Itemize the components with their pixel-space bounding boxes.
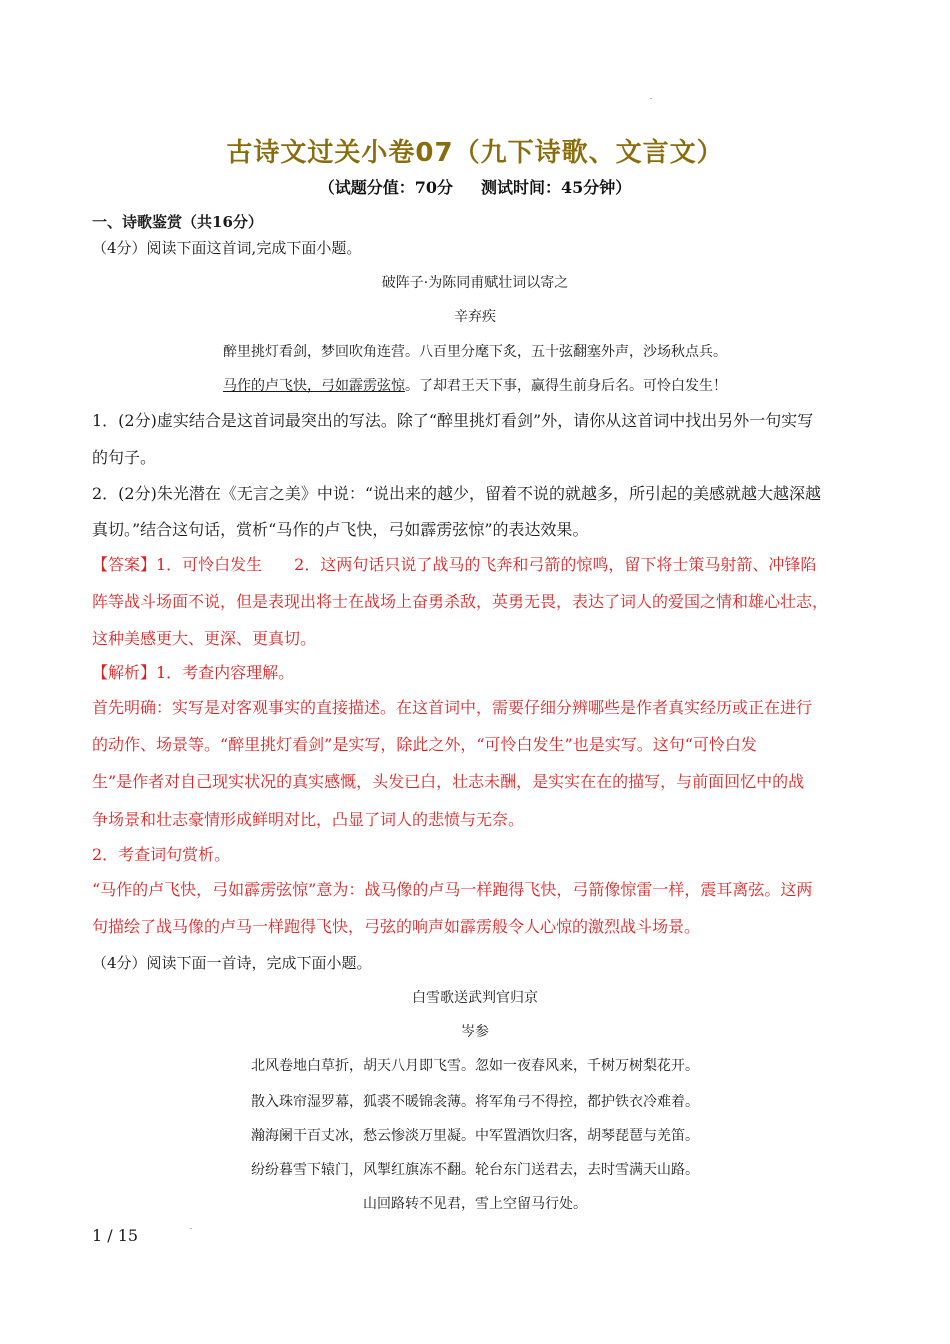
question-1-text: 的句子。 xyxy=(92,448,157,467)
poem-title: 破阵子·为陈同甫赋壮词以寄之 xyxy=(381,275,569,291)
answer-text: 【答案】1．可怜白发生 2．这两句话只说了战马的飞奔和弓箭的惊鸣，留下将士策马射箭、冲锋陷 xyxy=(92,555,817,574)
poem-line: 瀚海阑干百丈冰，愁云惨淡万里凝。中军置酒饮归客，胡琴琵琶与羌笛。 xyxy=(251,1128,699,1144)
subtitle-score: （试题分值：70分 xyxy=(318,178,453,197)
page-title: 古诗文过关小卷07（九下诗歌、文言文） xyxy=(226,138,724,168)
poem-author: 岑参 xyxy=(461,1024,489,1040)
answer-text: 这种美感更大、更深、更真切。 xyxy=(92,629,317,648)
poem-line: 醉里挑灯看剑，梦回吹角连营。八百里分麾下炙，五十弦翻塞外声，沙场秋点兵。 xyxy=(223,344,727,360)
question-intro: （4分）阅读下面一首诗，完成下面小题。 xyxy=(92,954,372,972)
poem-title: 白雪歌送武判官归京 xyxy=(412,990,538,1006)
poem-line: 散入珠帘湿罗幕，狐裘不暖锦衾薄。将军角弓不得控，都护铁衣冷难着。 xyxy=(251,1094,699,1110)
analysis-text: 争场景和壮志豪情形成鲜明对比，凸显了词人的悲愤与无奈。 xyxy=(92,810,525,829)
question-1-text: 1．(2分)虚实结合是这首词最突出的写法。除了“醉里挑灯看剑”外，请你从这首词中找出另外一句实写 xyxy=(92,411,814,430)
page-number: 1 / 15 xyxy=(92,1226,139,1245)
poem-line-rest: 。了却君王天下事，赢得生前身后名。可怜白发生！ xyxy=(405,378,727,394)
section-heading: 一、诗歌鉴赏（共16分） xyxy=(92,213,263,231)
analysis-text: 句描绘了战马像的卢马一样跑得飞快，弓弦的响声如霹雳般令人心惊的激烈战斗场景。 xyxy=(92,917,701,936)
scan-mark xyxy=(190,1228,192,1229)
poem-author: 辛弃疾 xyxy=(454,309,496,325)
analysis-text: “马作的卢飞快，弓如霹雳弦惊”意为：战马像的卢马一样跑得飞快，弓箭像惊雷一样，震耳离弦。这两 xyxy=(92,880,813,899)
analysis-text: 的动作、场景等。“醉里挑灯看剑”是实写，除此之外，“可怜白发生”也是实写。这句“可怜白发 xyxy=(92,735,757,754)
analysis-text: 生”是作者对自己现实状况的真实感慨，头发已白，壮志未酬，是实实在在的描写，与前面回忆中的战 xyxy=(92,772,805,791)
page-subtitle xyxy=(0,175,950,198)
question-intro: （4分）阅读下面这首词,完成下面小题。 xyxy=(92,239,362,257)
poem-line: 纷纷暮雪下辕门，风掣红旗冻不翻。轮台东门送君去，去时雪满天山路。 xyxy=(251,1162,699,1178)
poem-line xyxy=(0,376,950,396)
analysis-text: 【解析】1．考查内容理解。 xyxy=(92,663,295,682)
analysis-text: 2．考查词句赏析。 xyxy=(92,845,231,864)
poem-line: 北风卷地白草折，胡天八月即飞雪。忽如一夜春风来，千树万树梨花开。 xyxy=(251,1058,699,1074)
question-2-text: 2．(2分)朱光潜在《无言之美》中说：“说出来的越少，留着不说的就越多，所引起的美感就越大越深越 xyxy=(92,484,822,503)
poem-line: 山回路转不见君，雪上空留马行处。 xyxy=(363,1196,587,1212)
answer-text: 阵等战斗场面不说，但是表现出将士在战场上奋勇杀敌，英勇无畏，表达了词人的爱国之情和雄心壮志， xyxy=(92,592,829,611)
analysis-text: 首先明确：实写是对客观事实的直接描述。在这首词中，需要仔细分辨哪些是作者真实经历或正在进行 xyxy=(92,698,813,717)
underlined-verse: 马作的卢飞快，弓如霹雳弦惊 xyxy=(223,378,405,394)
scan-mark xyxy=(650,98,652,99)
question-2-text: 真切。”结合这句话，赏析“马作的卢飞快，弓如霹雳弦惊”的表达效果。 xyxy=(92,520,589,539)
subtitle-time: 测试时间：45分钟） xyxy=(481,178,632,197)
